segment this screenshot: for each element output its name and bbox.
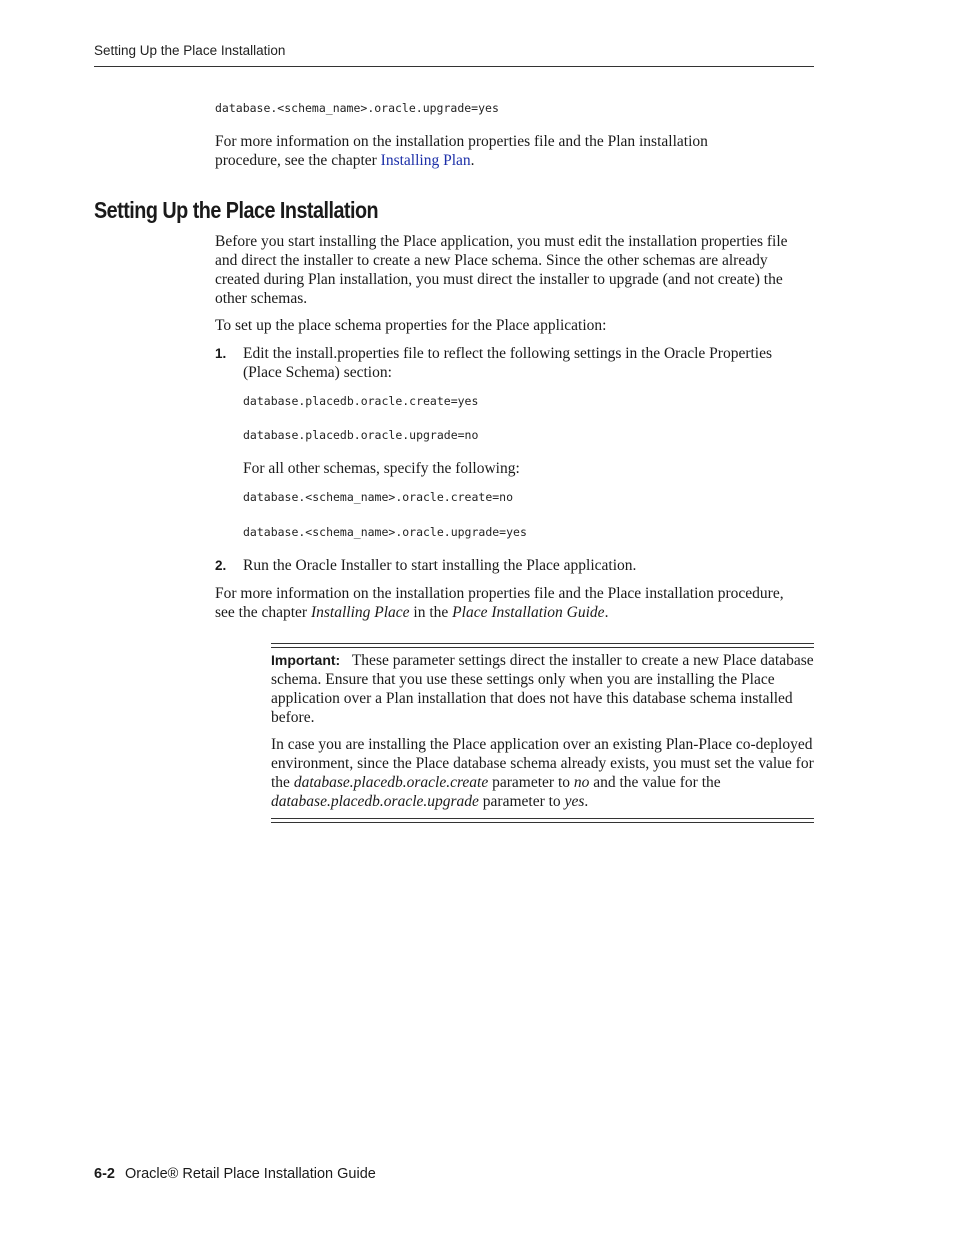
- more-info-post: .: [604, 604, 609, 621]
- intro-code: database.<schema_name>.oracle.upgrade=yes: [215, 101, 499, 115]
- step-1-code-2: database.placedb.oracle.upgrade=no: [243, 428, 479, 442]
- header-rule: [94, 66, 814, 67]
- section-paragraph-1: Before you start installing the Place application, you must edit the installation properties file and direct the installer to create a new Place schema. Since the other schemas are already created during Plan installation, you must direct the installer to upgrade (and not create) the other schemas.: [215, 233, 788, 307]
- page-number: 6-2: [94, 1166, 115, 1182]
- page-footer: [94, 1166, 376, 1182]
- param-create: database.placedb.oracle.create: [293, 774, 489, 791]
- step-1-code-1: database.placedb.oracle.create=yes: [243, 394, 479, 408]
- more-info-pre: For more information on the installation properties file and the Place installation procedure, see the chapter: [215, 585, 784, 621]
- intro-text-post: .: [470, 152, 475, 169]
- param-upgrade: database.placedb.oracle.upgrade: [271, 793, 479, 810]
- step-1-subtext: For all other schemas, specify the following:: [243, 460, 520, 477]
- chapter-name: Installing Place: [310, 604, 410, 621]
- important-note-paragraph-1: [271, 651, 814, 727]
- footer-title: Oracle® Retail Place Installation Guide: [124, 1166, 376, 1182]
- running-header: Setting Up the Place Installation: [94, 43, 286, 58]
- note-bottom-rule-1: [271, 818, 814, 819]
- step-2-number: 2.: [215, 558, 227, 573]
- section-paragraph-2: To set up the place schema properties for the Place application:: [215, 317, 607, 334]
- intro-paragraph: [215, 132, 775, 170]
- note-p2-e: .: [584, 793, 589, 810]
- important-note-paragraph-2: [271, 735, 814, 811]
- note-bottom-rule-2: [271, 822, 814, 823]
- intro-text-pre: For more information on the installation properties file and the Plan installation procedure, see the chapter: [215, 133, 708, 169]
- step-1-text: Edit the install.properties file to reflect the following settings in the Oracle Properties (Place Schema) section:: [243, 345, 773, 381]
- important-label: Important:: [271, 652, 341, 668]
- note-p2-c: and the value for the: [589, 774, 721, 791]
- guide-name: Place Installation Guide: [452, 604, 605, 621]
- value-no: no: [573, 774, 590, 791]
- more-info-paragraph: [215, 584, 785, 622]
- important-text: These parameter settings direct the installer to create a new Place database schema. Ensure that you use these settings only when you are installing the Place application over a Plan installation that does not have this database schema installed before.: [271, 652, 814, 726]
- note-top-rule-2: [271, 647, 814, 648]
- value-yes: yes: [564, 793, 585, 810]
- step-1-number: 1.: [215, 346, 227, 361]
- installing-plan-link[interactable]: Installing Plan: [380, 152, 471, 169]
- section-title: Setting Up the Place Installation: [94, 197, 379, 223]
- more-info-mid: in the: [409, 604, 453, 621]
- note-p2-d: parameter to: [478, 793, 565, 810]
- note-p2-a: In case you are installing the Place application over an existing Plan-Place co-deployed environment, since the Place database schema already exists, you must set the value for the: [271, 736, 814, 791]
- note-top-rule-1: [271, 643, 814, 644]
- note-p2-b: parameter to: [488, 774, 574, 791]
- step-1-code-4: database.<schema_name>.oracle.upgrade=yes: [243, 525, 527, 539]
- step-1-code-3: database.<schema_name>.oracle.create=no: [243, 490, 514, 504]
- step-2-text: Run the Oracle Installer to start installing the Place application.: [243, 557, 637, 574]
